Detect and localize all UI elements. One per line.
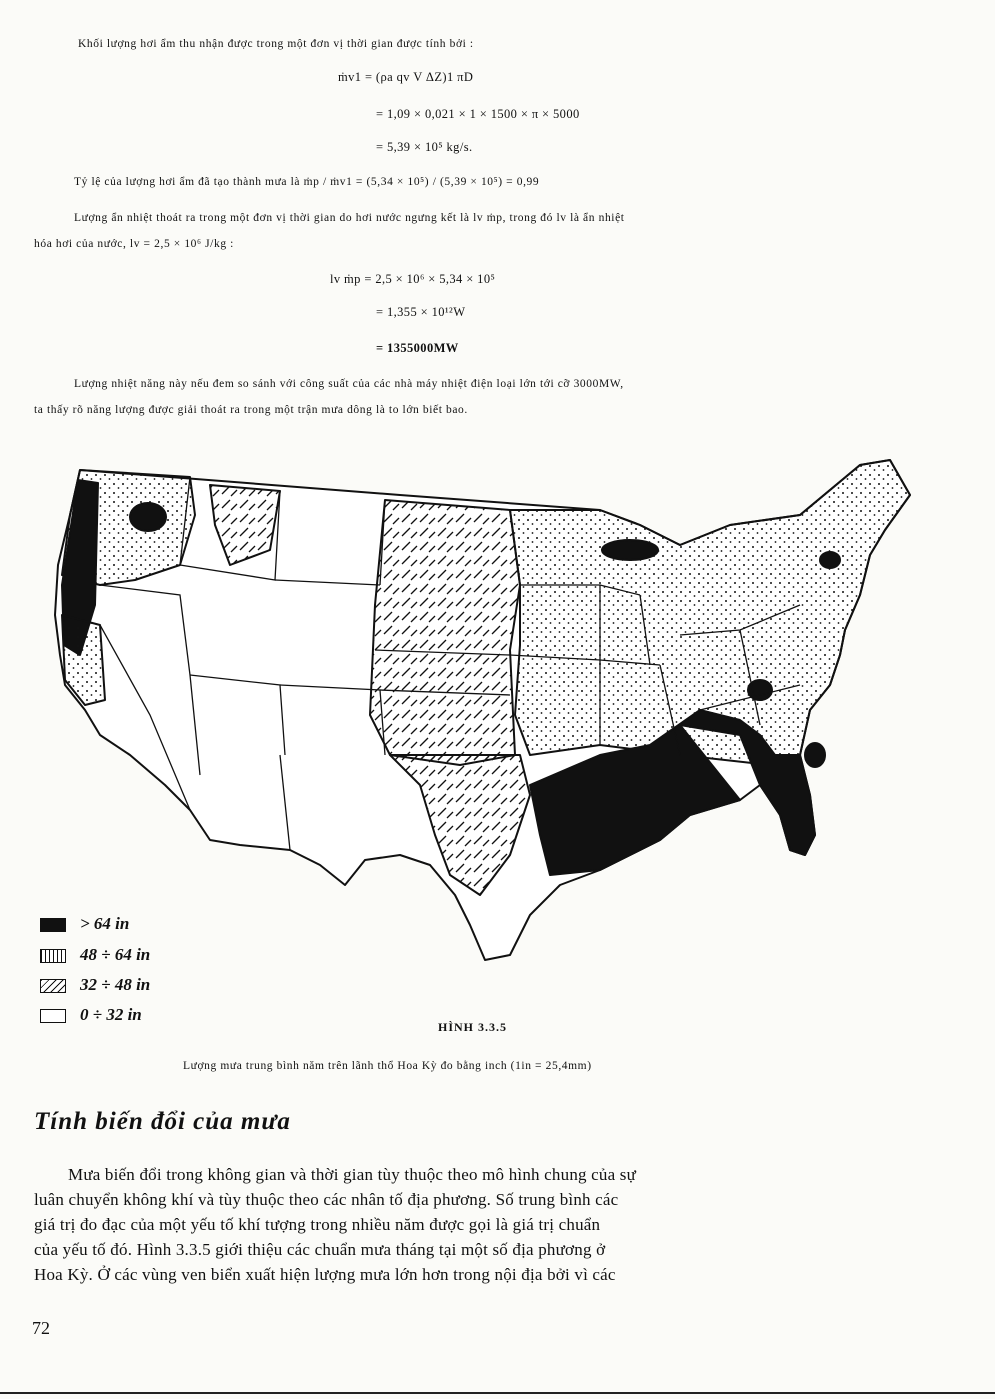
body-line-2: luân chuyển không khí và tùy thuộc theo các nhân tố địa phương. Số trung bình các (34, 1190, 619, 1209)
legend-item-dots: 48 ÷ 64 in (40, 945, 150, 965)
equation-lv: lv ṁp = 2,5 × 10⁶ × 5,34 × 10⁵ (330, 272, 496, 286)
us-rainfall-map (40, 455, 920, 985)
text-line-compare: Lượng nhiệt năng này nếu đem so sánh với công suất của các nhà máy nhiệt điện loại lớn tới cỡ 3000MW, (74, 378, 624, 390)
legend-item-black: > 64 in (40, 914, 129, 934)
section-heading: Tính biến đổi của mưa (34, 1108, 291, 1135)
region-central-plains (370, 500, 520, 765)
region-olympic (130, 503, 166, 531)
body-line-4: của yếu tố đó. Hình 3.3.5 giới thiệu các chuẩn mưa tháng tại một số địa phương ở (34, 1240, 606, 1259)
legend-item-dashes: 32 ÷ 48 in (40, 975, 150, 995)
figure-title: HÌNH 3.3.5 (438, 1020, 508, 1034)
region-newengland-spot (820, 552, 840, 568)
text-line-compare-2: ta thấy rõ năng lượng được giải thoát ra trong một trận mưa dông là to lớn biết bao. (34, 404, 468, 416)
bottom-rule (0, 1392, 995, 1394)
text-line-ratio: Tỷ lệ của lượng hơi ẩm đã tạo thành mưa là ṁp / ṁv1 = (5,34 × 10⁵) / (5,39 × 10⁵) = 0,99 (74, 176, 540, 188)
figure-caption: Lượng mưa trung bình năm trên lãnh thổ Hoa Kỳ đo bằng inch (1in = 25,4mm) (183, 1060, 592, 1072)
body-line-3: giá trị đo đạc của một yếu tố khí tượng trong nhiều năm được gọi là giá trị chuẩn (34, 1215, 601, 1234)
page-number: 72 (32, 1318, 50, 1338)
text-line-latent: Lượng ẩn nhiệt thoát ra trong một đơn vị thời gian do hơi nước ngưng kết là lv ṁp, trong đó lv là ẩn nhiệt (74, 212, 625, 224)
text-line-1: Khối lượng hơi ẩm thu nhận được trong một đơn vị thời gian được tính bởi : (78, 38, 474, 50)
region-california-north (62, 615, 105, 705)
region-carolina-spot (805, 743, 825, 767)
body-line-1: Mưa biến đổi trong không gian và thời gian tùy thuộc theo mô hình chung của sự (68, 1165, 637, 1184)
text-line-latent-2: hóa hơi của nước, lv = 2,5 × 10⁶ J/kg : (34, 238, 234, 250)
body-line-5: Hoa Kỳ. Ở các vùng ven biển xuất hiện lượng mưa lớn hơn trong nội địa bởi vì các (34, 1265, 616, 1284)
equation-mv1-result: = 5,39 × 10⁵ kg/s. (376, 140, 473, 154)
legend-item-white: 0 ÷ 32 in (40, 1005, 142, 1025)
equation-lv-result: = 1,355 × 10¹²W (376, 305, 466, 319)
equation-mv1-values: = 1,09 × 0,021 × 1 × 1500 × π × 5000 (376, 107, 580, 121)
equation-lv-mw: = 1355000MW (376, 341, 459, 355)
region-michigan-spot (602, 540, 658, 560)
equation-mv1: ṁv1 = (ρa qv V ΔZ)1 πD (338, 70, 474, 84)
